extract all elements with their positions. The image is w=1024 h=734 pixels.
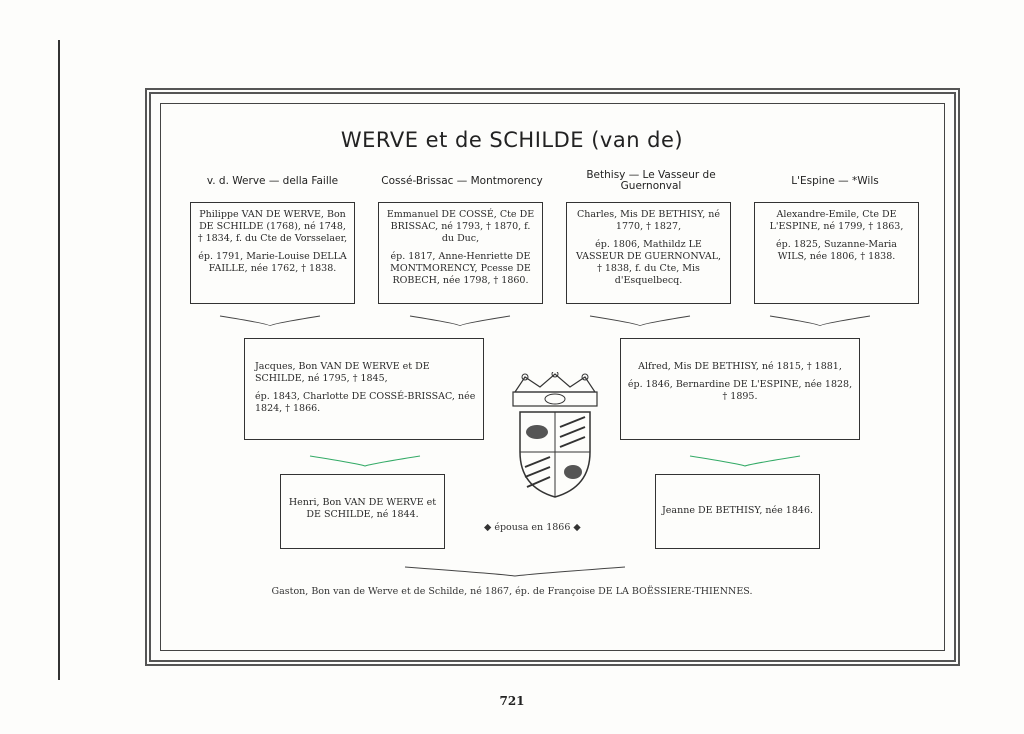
page-number: 721 — [499, 694, 525, 708]
gen2-bethisy-spouse: ép. 1846, Bernardine DE L'ESPINE, née 1828, † 1895. — [627, 379, 853, 402]
column-heading-cosse: Cossé-Brissac — Montmorency — [381, 175, 543, 187]
gen1-werve-spouse: ép. 1791, Marie-Louise DELLA FAILLE, née 1762, † 1838. — [198, 251, 347, 274]
marriage-note — [484, 522, 581, 533]
gen1-cosse-person: Emmanuel DE COSSÉ, Cte DE BRISSAC, né 1793, † 1870, f. du Duc, — [386, 209, 535, 244]
gen1-box-lespine — [754, 202, 919, 304]
column-heading-bethisy: Bethisy — Le Vasseur de Guernonval — [586, 169, 716, 192]
gen2-connector-braces — [300, 452, 840, 474]
marriage-note-text: épousa en 1866 — [494, 522, 571, 533]
column-heading-lespine: L'Espine — *Wils — [791, 175, 879, 187]
gen3-box-jeanne — [655, 474, 820, 549]
coat-of-arms-icon — [505, 372, 605, 502]
gen1-connector-braces — [210, 312, 870, 334]
gen2-box-bethisy — [620, 338, 860, 440]
gen3-jeanne-person: Jeanne DE BETHISY, née 1846. — [662, 505, 814, 516]
gen2-bethisy-person: Alfred, Mis DE BETHISY, né 1815, † 1881, — [638, 361, 842, 372]
gen1-bethisy-person: Charles, Mis DE BETHISY, né 1770, † 1827, — [576, 209, 721, 232]
descendant-line: Gaston, Bon van de Werve et de Schilde, né 1867, ép. de Françoise DE LA BOËSSIERE-THIENNES. — [271, 586, 753, 597]
gen3-henri-person: Henri, Bon VAN DE WERVE et DE SCHILDE, né 1844. — [288, 497, 437, 520]
page-title: WERVE et de SCHILDE (van de) — [340, 128, 684, 152]
gen1-box-werve — [190, 202, 355, 304]
column-heading-werve: v. d. Werve — della Faille — [206, 175, 339, 187]
gen3-box-henri — [280, 474, 445, 549]
gen1-werve-person: Philippe VAN DE WERVE, Bon DE SCHILDE (1768), né 1748, † 1834, f. du Cte de Vorsselaer, — [197, 209, 348, 244]
gen1-lespine-person: Alexandre-Emile, Cte DE L'ESPINE, né 1799, † 1863, — [769, 209, 904, 232]
ornament-left-icon: ◆ — [484, 522, 495, 533]
gen2-werve-spouse: ép. 1843, Charlotte DE COSSÉ-BRISSAC, née 1824, † 1866. — [255, 391, 476, 414]
gen1-bethisy-spouse: ép. 1806, Mathildz LE VASSEUR DE GUERNONVAL, † 1838, f. du Cte, Mis d'Esquelbecq. — [575, 239, 722, 286]
gen2-box-werve — [244, 338, 484, 440]
gen1-box-bethisy — [566, 202, 731, 304]
gen1-cosse-spouse: ép. 1817, Anne-Henriette DE MONTMORENCY, Pcesse DE ROBECH, née 1798, † 1860. — [390, 251, 531, 286]
gen2-werve-person: Jacques, Bon VAN DE WERVE et DE SCHILDE, né 1795, † 1845, — [255, 361, 430, 384]
gen3-connector-brace — [400, 564, 630, 578]
gen1-lespine-spouse: ép. 1825, Suzanne-Maria WILS, née 1806, † 1838. — [776, 239, 897, 262]
ornament-right-icon: ◆ — [570, 522, 581, 533]
gen1-box-cosse — [378, 202, 543, 304]
